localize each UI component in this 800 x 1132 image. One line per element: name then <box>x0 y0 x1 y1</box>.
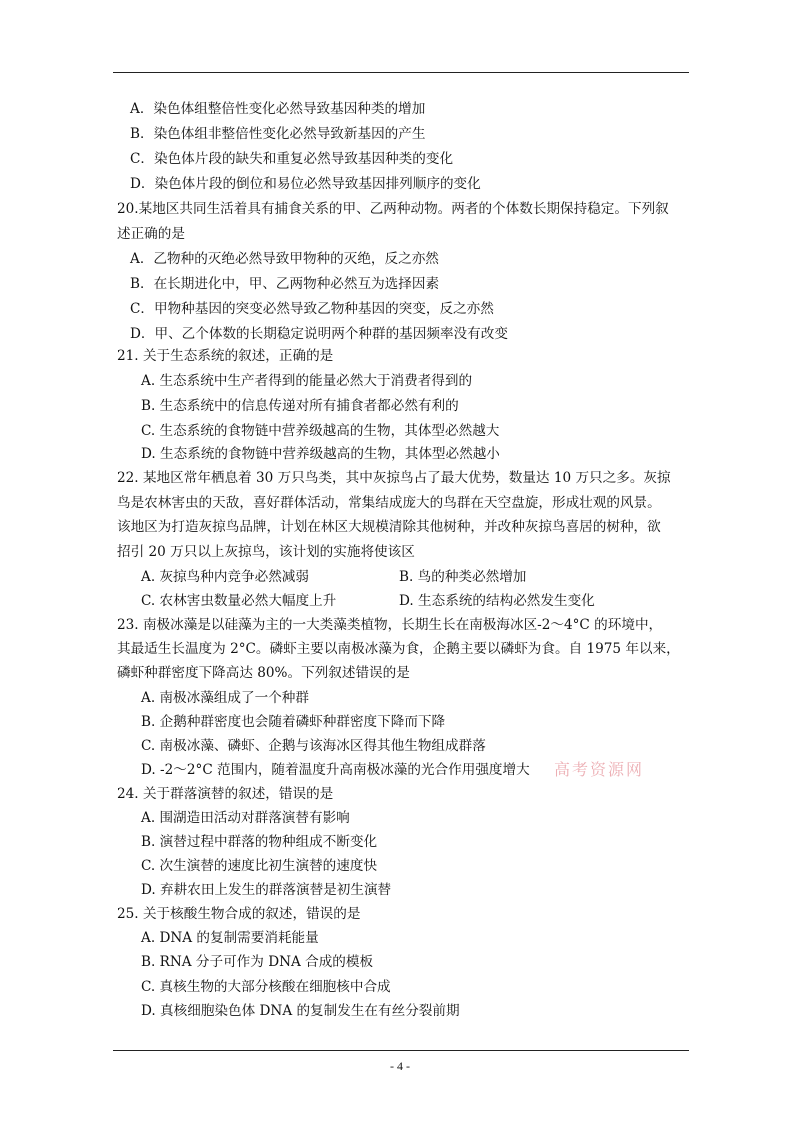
header-rule <box>113 72 689 73</box>
q21-option-b: B. 生态系统中的信息传递对所有捕食者都必然有利的 <box>141 398 459 414</box>
q23-option-b: B. 企鹅种群密度也会随着磷虾种群密度下降而下降 <box>141 714 446 730</box>
q20-stem-line-1: 20.某地区共同生活着具有捕食关系的甲、乙两种动物。两者的个体数长期保持稳定。下列叙 <box>117 201 669 217</box>
q20-option-c: C．甲物种基因的突变必然导致乙物种基因的突变，反之亦然 <box>130 301 494 317</box>
page-number: - 4 - <box>390 1059 410 1073</box>
q21-option-d: D. 生态系统的食物链中营养级越高的生物，其体型必然越小 <box>141 446 500 462</box>
q21-option-c: C. 生态系统的食物链中营养级越高的生物，其体型必然越大 <box>141 423 500 439</box>
q24-stem: 24. 关于群落演替的叙述，错误的是 <box>117 786 334 802</box>
q23-option-d: D. -2～2°C 范围内，随着温度升高南极冰藻的光合作用强度增大 <box>141 762 530 778</box>
q25-option-a: A. DNA 的复制需要消耗能量 <box>141 930 319 946</box>
q25-stem: 25. 关于核酸生物合成的叙述，错误的是 <box>117 906 361 922</box>
q25-option-b: B. RNA 分子可作为 DNA 合成的模板 <box>141 954 374 970</box>
q23-stem-line-1: 23. 南极冰藻是以硅藻为主的一大类藻类植物，长期生长在南极海冰区-2～4°C 的环境中， <box>117 617 663 633</box>
q22-option-b: B. 鸟的种类必然增加 <box>399 569 527 585</box>
q20-stem-line-2: 述正确的是 <box>117 226 185 242</box>
q19-option-d: D．染色体片段的倒位和易位必然导致基因排列顺序的变化 <box>130 176 481 192</box>
q19-option-a: A．染色体组整倍性变化必然导致基因种类的增加 <box>130 101 426 117</box>
q22-option-d: D. 生态系统的结构必然发生变化 <box>399 593 595 609</box>
q23-option-c: C. 南极冰藻、磷虾、企鹅与该海冰区得其他生物组成群落 <box>141 738 486 754</box>
watermark: 高考资源网 <box>554 760 645 779</box>
q24-option-a: A. 围湖造田活动对群落演替有影响 <box>141 810 350 826</box>
q22-option-a: A. 灰掠鸟种内竞争必然减弱 <box>141 569 309 585</box>
q25-option-d: D. 真核细胞染色体 DNA 的复制发生在有丝分裂前期 <box>141 1003 460 1019</box>
q22-stem-line-2: 鸟是农林害虫的天敌，喜好群体活动，常集结成庞大的鸟群在天空盘旋，形成壮观的风景。 <box>117 495 661 511</box>
q22-stem-line-3: 该地区为打造灰掠鸟品牌，计划在林区大规模清除其他树种，并改种灰掠鸟喜居的树种，欲 <box>117 519 661 535</box>
q23-stem-line-3: 磷虾种群密度下降高达 80%。下列叙述错误的是 <box>117 665 410 681</box>
q23-stem-line-2: 其最适生长温度为 2°C。磷虾主要以南极冰藻为食，企鹅主要以磷虾为食。自 1975 年以来， <box>117 641 680 657</box>
q21-stem: 21. 关于生态系统的叙述，正确的是 <box>117 348 334 364</box>
q20-option-d: D．甲、乙个体数的长期稳定说明两个种群的基因频率没有改变 <box>130 326 508 342</box>
q21-option-a: A. 生态系统中生产者得到的能量必然大于消费者得到的 <box>141 373 473 389</box>
q19-option-c: C．染色体片段的缺失和重复必然导致基因种类的变化 <box>130 151 454 167</box>
q23-option-a: A. 南极冰藻组成了一个种群 <box>141 690 309 706</box>
q24-option-c: C. 次生演替的速度比初生演替的速度快 <box>141 858 378 874</box>
q20-option-a: A．乙物种的灭绝必然导致甲物种的灭绝，反之亦然 <box>130 251 439 267</box>
footer-rule <box>113 1050 689 1051</box>
q24-option-d: D. 弃耕农田上发生的群落演替是初生演替 <box>141 882 392 898</box>
q22-stem-line-1: 22. 某地区常年栖息着 30 万只鸟类，其中灰掠鸟占了最大优势，数量达 10 万只之多。灰掠 <box>117 470 671 486</box>
q22-option-c: C. 农林害虫数量必然大幅度上升 <box>141 593 337 609</box>
q25-option-c: C. 真核生物的大部分核酸在细胞核中合成 <box>141 979 391 995</box>
q24-option-b: B. 演替过程中群落的物种组成不断变化 <box>141 834 378 850</box>
q22-stem-line-4: 招引 20 万只以上灰掠鸟，该计划的实施将使该区 <box>117 544 415 560</box>
q19-option-b: B．染色体组非整倍性变化必然导致新基因的产生 <box>130 126 426 142</box>
q20-option-b: B．在长期进化中，甲、乙两物种必然互为选择因素 <box>130 276 440 292</box>
